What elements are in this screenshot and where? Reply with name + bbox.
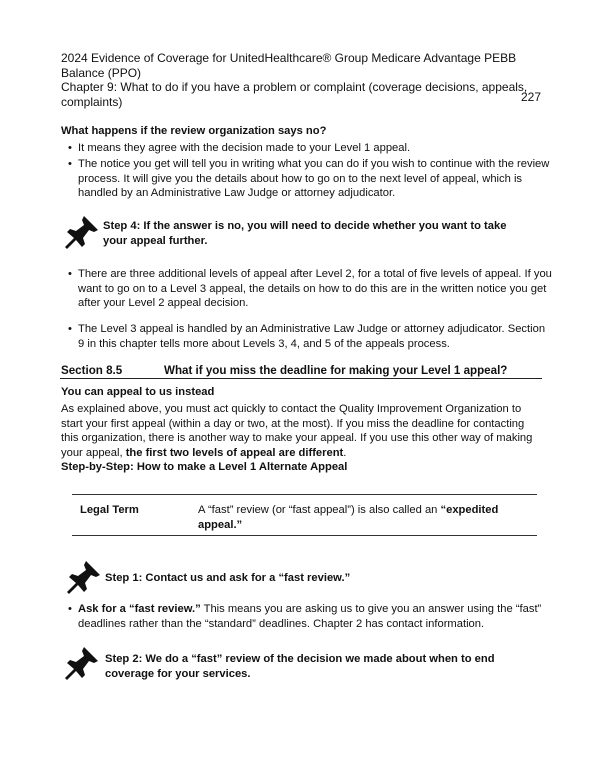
section-number: Section 8.5 (61, 364, 123, 377)
question-heading: What happens if the review organization says no? (61, 125, 327, 137)
appeal-text-bold: the first two levels of appeal are different (125, 446, 344, 459)
header-line-3: Chapter 9: What to do if you have a problem or complaint (coverage decisions, appeals, (61, 80, 528, 95)
header-line-4: complaints) (61, 94, 123, 109)
steps-heading: Step-by-Step: How to make a Level 1 Alternate Appeal (61, 461, 348, 473)
step-4-heading: Step 4: If the answer is no, you will need to decide whether you want to take your appeal further. (103, 220, 507, 247)
legal-term-bold: “expedited appeal.” (198, 504, 499, 531)
header-line-2: Balance (PPO) (61, 65, 142, 80)
legal-term-table (72, 494, 537, 536)
list-item: • The Level 3 appeal is handled by an Administrative Law Judge or attorney adjudicator. Section 9 in this chapter tells more about Levels 3, 4, and 5 of the appeals process. (68, 322, 552, 351)
step-1-heading: Step 1: Contact us and ask for a “fast review.” (105, 572, 351, 584)
legal-term-label: Legal Term (80, 504, 139, 516)
pushpin-icon (64, 214, 100, 250)
header-line-1: 2024 Evidence of Coverage for UnitedHealthcare® Group Medicare Advantage PEBB (61, 51, 517, 65)
section-title: What if you miss the deadline for making your Level 1 appeal? (164, 364, 508, 377)
appeal-heading: You can appeal to us instead (61, 386, 215, 398)
page-number: 227 (521, 90, 542, 104)
pushpin-icon (66, 559, 102, 595)
legal-term-text: A “fast” review (or “fast appeal”) is also called an (198, 504, 441, 516)
list-item: • It means they agree with the decision made to your Level 1 appeal. (68, 141, 552, 156)
appeal-text: As explained above, you must act quickly to contact the Quality Improvement Organization to start your first appeal (within a day or two, at the most). If you miss the deadline for contacting this organization, there is another way to make your appeal. If you use this other way of making your appeal, (61, 403, 533, 459)
section-heading (60, 364, 542, 379)
legal-term-definition (198, 503, 518, 532)
appeal-paragraph (61, 402, 539, 460)
list-item-text: This means you are asking us to give you an answer using the “fast” deadlines rather than the “standard” deadlines. Chapter 2 has contact information. (78, 603, 542, 630)
step-2-heading: Step 2: We do a “fast” review of the decision we made about when to end coverage for your services. (105, 653, 495, 680)
page-header (61, 51, 531, 109)
list-item (68, 602, 552, 631)
list-item-bold: Ask for a “fast review.” (78, 603, 201, 615)
appeal-text-end: . (343, 446, 347, 459)
list-item: • There are three additional levels of appeal after Level 2, for a total of five levels of appeal. If you want to go on to a Level 3 appeal, the details on how to do this are in the written notice you get after your Level 2 appeal decision. (68, 267, 552, 311)
pushpin-icon (64, 645, 100, 681)
list-item: • The notice you get will tell you in writing what you can do if you wish to continue with the review process. It will give you the details about how to go on to the next level of appeal, which is handled by an Administrative Law Judge or attorney adjudicator. (68, 157, 552, 201)
